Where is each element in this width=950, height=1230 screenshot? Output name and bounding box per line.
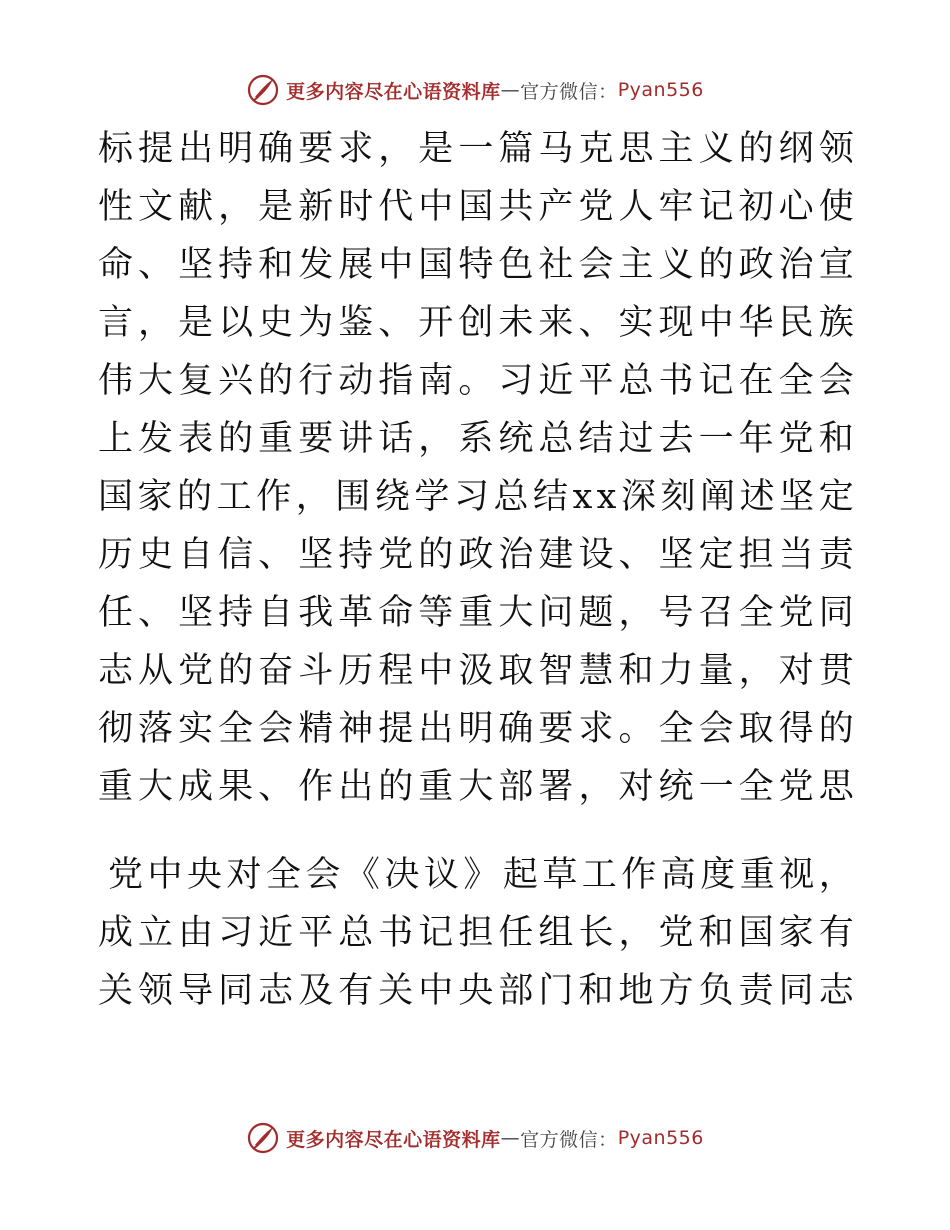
header-watermark bbox=[0, 72, 950, 108]
quill-pen-logo-icon bbox=[246, 73, 280, 107]
document-body bbox=[98, 120, 858, 1020]
quill-pen-logo-icon bbox=[246, 1121, 280, 1155]
paragraph: 党中央对全会《决议》起草工作高度重视，成立由习近平总书记担任组长，党和国家有关领导同志及有关中央部门和地方负责同志 bbox=[98, 855, 858, 1011]
watermark-separator: — bbox=[500, 1127, 521, 1149]
footer-watermark bbox=[0, 1120, 950, 1156]
watermark-wechat-id: Pyan556 bbox=[617, 1127, 704, 1149]
watermark-site-text: 更多内容尽在心语资料库 bbox=[286, 1128, 501, 1151]
watermark-site-text: 更多内容尽在心语资料库 bbox=[286, 80, 501, 103]
paragraph: 标提出明确要求，是一篇马克思主义的纲领性文献，是新时代中国共产党人牢记初心使命、坚持和发展中国特色社会主义的政治宣言，是以史为鉴、开创未来、实现中华民族伟大复兴的行动指南。习近平总书记在全会上发表的重要讲话，系统总结过去一年党和国家的工作，围绕学习总结xx深刻阐述坚定历史自信、坚持党的政治建设、坚定担当责任、坚持自我革命等重大问题，号召全党同志从党的奋斗历程中汲取智慧和力量，对贯彻落实全会精神提出明确要求。全会取得的重大成果、作出的重大部署，对统一全党思 bbox=[98, 129, 858, 807]
watermark-separator: — bbox=[500, 79, 521, 101]
watermark-wechat-label: 官方微信： bbox=[520, 80, 618, 103]
watermark-wechat-label: 官方微信： bbox=[520, 1128, 618, 1151]
watermark-wechat-id: Pyan556 bbox=[617, 79, 704, 101]
